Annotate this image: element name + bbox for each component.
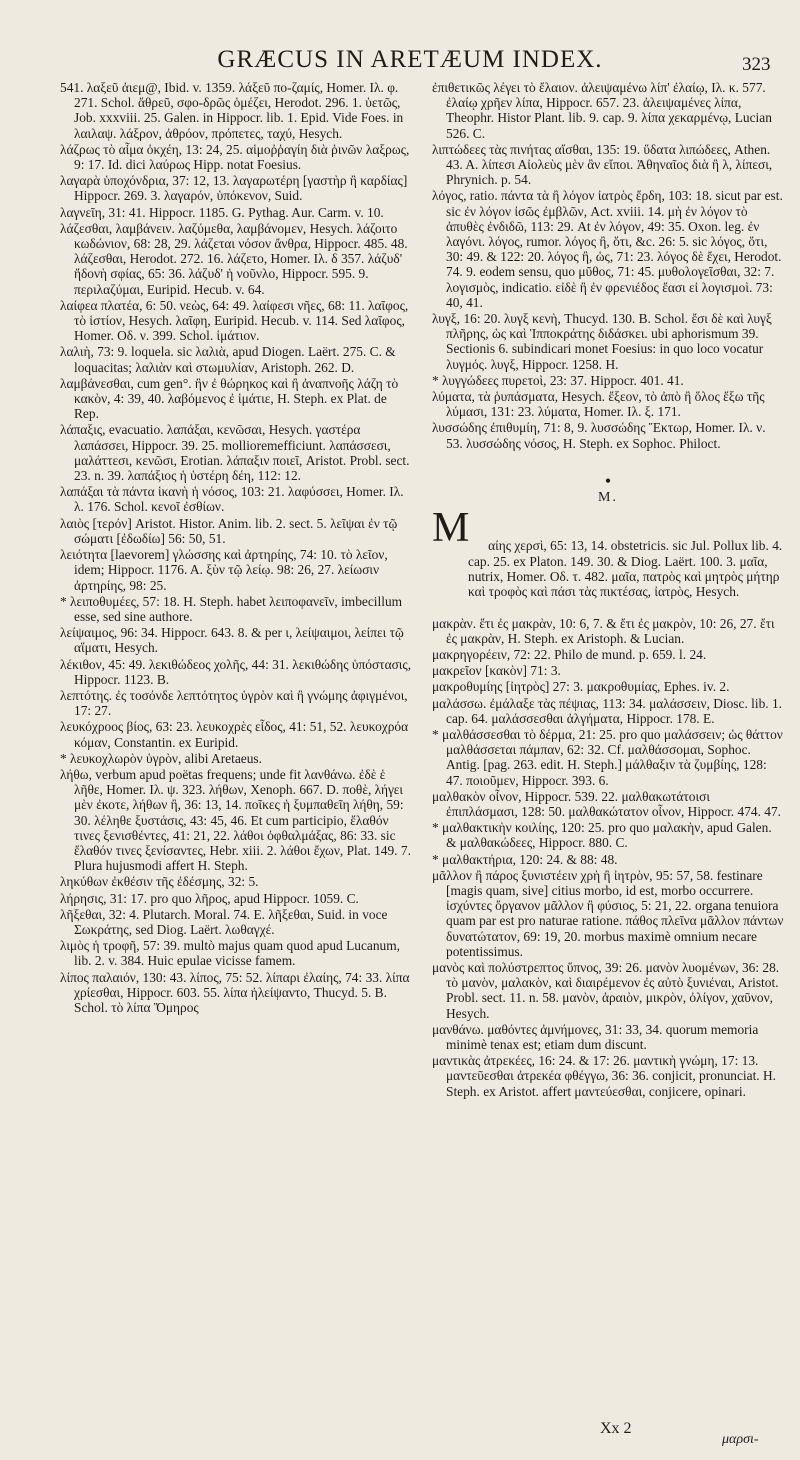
signature-mark: Xx 2: [600, 1420, 632, 1437]
page-footer: [432, 1420, 784, 1460]
page-number: 323: [742, 54, 771, 75]
index-entry: λάζρως τὸ αἷμα ὀκχέη, 13: 24, 25. αἱμοῤῥαγίη διὰ ῥινῶν λαξρως, 9: 17. Id. dici λαύρως Hipp. notat Foesius.: [60, 141, 413, 173]
index-entry: μακρὰν. ἔτι ἐς μακρὰν, 10: 6, 7. & ἔτι ἐς μακρὸν, 10: 26, 27. ἔτι ἐς μακρὰν, H. Steph. ex Aristoph. & Lucian.: [432, 615, 778, 646]
m-section-entries: [432, 615, 787, 1099]
index-entry: ληκύθων ἐκθέσιν τῆς ἐδέσμης, 32: 5.: [60, 874, 259, 890]
index-entry: λαγνεῖη, 31: 41. Hippocr. 1185. G. Pythag. Aur. Carm. v. 10.: [60, 204, 384, 220]
index-entry: λίπος παλαιόν, 130: 43. λίπος, 75: 52. λίπαρι ἐλαίης, 74: 33. λίπα χρίεσθαι, Hippocr. 603. 55. λίπα ἠλείψαντο, Thucyd. 5. B. Schol. τὸ λίπα Ὅμηρος: [60, 969, 413, 1015]
index-entry: μαλάσσω. ἐμάλαξε τὰς πέψιας, 113: 34. μαλάσσειν, Diosc. lib. 1. cap. 64. μαλάσσεσθαι ἀλγήματα, Hippocr. 178. E.: [432, 695, 786, 726]
section-letter: M.: [598, 489, 618, 505]
index-entry: * μαλθάσσεσθαι τὸ δέρμα, 21: 25. pro quo μαλάσσειν; ὡς θάττον μαλθάσσεται πάμπαν, 62: 32. Cf. μαλθάσσομαι, Sophoc. Antig. [pag. 263. edit. H. Steph.] μάλθαξιν τὰ ζυμβίης, 128: 47. ποιοῦμεν, Hippocr. 393. 6.: [432, 726, 787, 788]
index-entry: μανὸς καὶ πολύστρεπτος ὕπνος, 39: 26. μανὸν λυομένων, 36: 28. τὸ μανὸν, μαλακὸν, καὶ διαιρέμενον ἐς αὐτὸ ξυνιέναι, Aristot. Probl. sect. 11. n. 58. μανὸν, ἀραιὸν, μικρὸν, ὀλίγον, χαῦνον, Hesych.: [432, 959, 783, 1021]
index-entry: λεπτότης. ἐς τοσόνδε λεπτότητος ὑγρὸν καὶ ἢ γνώμης ἀφιγμένοι, 17: 27.: [60, 687, 412, 719]
index-entry: λευκόχροος βίος, 63: 23. λευκοχρὲς εἶδος, 41: 51, 52. λευκοχρόα κόμαν, Constantin. ex Euripid.: [60, 719, 412, 750]
index-entry: * λευκοχλωρὸν ὑγρὸν, alibi Aretaeus.: [60, 750, 262, 766]
index-entry: μαλθακὸν οἶνον, Hippocr. 539. 22. μαλθακωτάτοισι ἐπιπλάσμασι, 128: 50. μαλθακώτατον οἶνον, Hippocr. 474. 47.: [432, 788, 782, 819]
index-entry: λαίφεα πλατέα, 6: 50. νεὼς, 64: 49. λαίφεσι νῆες, 68: 11. λαῖφος, τὸ ἱστίον, Hesych. λαῖφη, Euripid. Hecub. v. 114. Sed λαῖφος, Homer. Οδ. ν. 399. Schol. ἱμάτιον.: [60, 297, 412, 344]
dropcap-entry: [432, 505, 786, 614]
catchword: μαρσι-: [722, 1432, 759, 1447]
index-entry: λήρησις, 31: 17. pro quo λῆρος, apud Hippocr. 1059. C.: [60, 890, 359, 906]
section-spacer: [432, 452, 784, 466]
index-entry: λυσσώδης ἐπιθυμίη, 71: 8, 9. λυσσώδης Ἕκτωρ, Homer. Ιλ. ν. 53. λυσσώδης νόσος, H. Steph. ex Sophoc. Philoct.: [432, 420, 769, 451]
index-entry: * λυγγώδεες πυρετοὶ, 23: 37. Hippocr. 401. 41.: [432, 372, 684, 388]
index-entry: * μαλθακτικὴν κοιλίης, 120: 25. pro quo μαλακὴν, apud Galen. & μαλθακώδεες, Hippocr. 880. C.: [432, 820, 776, 851]
drop-cap: M: [432, 505, 470, 552]
index-entry: λιμὸς ἡ τροφῆ, 57: 39. multò majus quam quod apud Lucanum, lib. 2. v. 384. Huic epulae vicisse famem.: [60, 938, 404, 969]
index-entry: λιπτώδεες τὰς πινήτας αἴσθαι, 135: 19. ὕδατα λιπώδεες, Athen. 43. A. λίπεσι Αἰολεὺς μὲν ἂν εἴποι. Ἀθηναῖος διὰ ἢ λ, λίπεσι, Phrynich. p. 54.: [432, 141, 776, 188]
dropcap-text: αίης χερσὶ, 65: 13, 14. obstetricis. sic Jul. Pollux lib. 4. cap. 25. ex Platon. 149. 30. & Diog. Laërt. 100. 3. μαῖα, nutrix, Homer. Οδ. τ. 482. μαῖα, πατρὸς καὶ μητρὸς μήτηρ καὶ τροφὸς καὶ πάσι τὰς πικτέσας, ἰατρὸς, Hesych.: [468, 538, 786, 600]
index-entry: λύματα, τὰ ῥυπάσματα, Hesych. ἔξεον, τὸ ἀπὸ ἢ ὅλος ἔξω τῆς λύμασι, 131: 23. λύματα, Homer. Ιλ. ξ. 171.: [432, 389, 768, 420]
index-entry: μακρηγορέειν, 72: 22. Philo de mund. p. 659. l. 24.: [432, 646, 707, 662]
index-entry: λαμβάνεσθαι, cum gen°. ἢν ἐ θώρηκος καὶ ἢ ἀναπνοῆς λάζη τὸ κακὸν, 4: 39, 40. λαβόμενος ἐ ἱμάτιε, H. Steph. ex Plat. de Rep.: [60, 375, 402, 422]
running-title: GRÆCUS IN ARETÆUM INDEX.: [217, 46, 603, 73]
index-entry: ἐπιθετικῶς λέγει τὸ ἔλαιον. ἀλειψαμένω λίπ' ἐλαίῳ, Ιλ. κ. 577. ἐλαίῳ χρῆεν λίπα, Hippocr. 657. 23. ἀλειψαμένες λίπα, Theophr. Histor Plant. lib. 9. cap. 9. λίπα χεκαρμένῳ, Lucian 526. C.: [432, 80, 776, 141]
index-entry: λειότητα [laevorem] γλώσσης καὶ ἀρτηρίης, 74: 10. τὸ λεῖον, idem; Hippocr. 1176. A. ξὺν τῷ λείῳ. 98: 26, 27. λείωσιν ἀρτηρίης, 98: 25.: [60, 547, 392, 593]
index-entry: λάπαξις, evacuatio. λαπάξαι, κενῶσαι, Hesych. γαστέρα λαπάσσει, Hippocr. 39. 25. mollioremefficiunt. λαπάσσεσι, μαλάττεσι, κενῶσι, Erotian. λάπαξιν ποιεῖ, Aristot. Probl. sect. 23. n. 39. λαπάξιος ἡ ὑστέρη δέη, 112: 12.: [60, 422, 413, 484]
index-entry: λήθω, verbum apud poëtas frequens; unde fit λανθάνω. ἐδὲ ἑ λῆθε, Homer. Ιλ. ψ. 323. λήθων, Xenoph. 667. D. ποθὲ, λήγει μὲν ἐκοτε, λήθων ἢ, 36: 13, 14. ποῖκες ἡ ξυμπαθεῖη λήθη, 59: 30. λέληθε ξυστάσις, 43: 45, 46. Et cum participio, ἔλαθόν τινες ξενισθέντες, 41: 21, 22. λάθοι ὀφθαλμάξας, 86: 33. sic ἔλαθόν τινες ξενίσαντες, Hebr. xiii. 2. λάθοι ἔχων, Plat. 149. 7. Plura hujusmodi affert H. Steph.: [60, 766, 415, 874]
index-entry: * λειποθυμέες, 57: 18. H. Steph. habet λειποφανεῖν, imbecillum esse, sed sine authore.: [60, 593, 406, 624]
index-entry: λαιὸς [τερόν] Aristot. Histor. Anim. lib. 2. sect. 5. λεῖψαι ἐν τῷ σώματι [ἐδωδίω] 56: 50, 51.: [60, 515, 401, 546]
left-column: [60, 80, 415, 1016]
index-entry: λάζεσθαι, λαμβάνειν. λαζύμεθα, λαμβάνομεν, Hesych. λάζοιτο κωδώνιον, 68: 28, 29. λάζεται νόσον ἄνθρα, Hippocr. 485. 48. λάζεσθαι, Herodot. 272. 16. λάζετο, Homer. Ιλ. δ 357. λάζυδ' ἥδονὴ σφίας, 65: 36. λάζυδ' ἡ νοῦνλο, Hippocr. 595. 9. περιλαζύμαι, Euripid. Hecub. v. 64.: [60, 220, 411, 297]
index-entry: μακρεῖον [κακὸν] 71: 3.: [432, 663, 561, 679]
index-entry: λέκιθον, 45: 49. λεκιθώδεος χολῆς, 44: 31. λεκιθώδης ὑπόστασις, Hippocr. 1123. B.: [60, 656, 415, 687]
index-entry: μαντικὰς ἀτρεκέες, 16: 24. & 17: 26. μαντικὴ γνώμη, 17: 13. μαντεῦεσθαι ἀτρεκέα φθέγγω, 36: 36. conjicit, pronunciat. H. Steph. ex Aristot. affert μαντεύεσθαι, conjicere, opinari.: [432, 1053, 780, 1099]
index-entry: * μαλθακτήρια, 120: 24. & 88: 48.: [432, 851, 618, 867]
index-entry: λαπάξαι τὰ πάντα ἱκανὴ ἡ νόσος, 103: 21. λαφύσσει, Homer. Ιλ. λ. 176. Schol. κενοῖ ἐσθίων.: [60, 484, 407, 515]
index-entry: μανθάνω. μαθόντες ἀμνήμονες, 31: 33, 34. quorum memoria minimè tenax est; etiam dum discunt.: [432, 1021, 762, 1052]
index-entry: μᾶλλον ἢ πάρος ξυνιστέειν χρὴ ἢ ἰητρὸν, 95: 57, 58. festinare [magis quam, sive] citius morbo, id est, morbo occurrere. ἰσχύντες ὄργανον μᾶλλον ἢ φύσιος, 5: 21, 22. organa tenuiora quam par est pro naturae ratione. πάθος πλεῖνα μᾶλλον πάντων δυνατώτατον, 69: 19, 20. morbus maximè omnium necare potentissimus.: [432, 867, 787, 959]
right-entries: [432, 80, 787, 451]
index-entry: λείψαιμος, 96: 34. Hippocr. 643. 8. & per ι, λείψαιμοι, λείπει τῷ αἵματι, Hesych.: [60, 625, 408, 656]
index-entry: λυγξ, 16: 20. λυγξ κενὴ, Thucyd. 130. B. Schol. ἔσι δὲ καὶ λυγξ πλῆρης, ὡς καὶ Ἱπποκράτης διδάσκει. ubi aphorismum 39. Sectionis 6. subindicari monet Foesius: in quo loco vocatur λυγμός. λυγξ, Hippocr. 1258. H.: [432, 311, 776, 372]
index-entry: λαγαρὰ ὑποχόνδρια, 37: 12, 13. λαγαρωτέρη [γαστὴρ ἢ καρδίας] Hippocr. 269. 3. λαγαρόν, ὑπόκενον, Suid.: [60, 173, 411, 204]
section-dot: •: [604, 470, 612, 491]
index-entry: μακροθυμίης [ἰητρὸς] 27: 3. μακροθυμίας, Ephes. iv. 2.: [432, 679, 730, 695]
index-entry: λόγος, ratio. πάντα τὰ ἢ λόγον ἰατρὸς ἔρδη, 103: 18. sicut par est. sic ἐν λόγον ἰσῶς ἐμβλῶν, Act. xviii. 14. μὴ ἐν λόγον τὸ ἀπυθὲς ἐνδιδῶ, 113: 29. At ἐν λόγον, 49: 35. Oxon. leg. ἐν λαγόνι. λόγος, rumor. λόγος ἢ, ὅτι, &c. 26: 5. sic λόγος, ὅτι, 30: 49. & 122: 20. λόγος ἢ, ὡς, 71: 23. λόγος δὲ ἔχει, Herodot. 74. 9. eodem sensu, quo μῦθος, 71: 45. μυθολογεῖσθαι, 32: 7. λογισμὸς, indicatio. εἰδὲ ἢ ἐν φρενιέδος ἔασι εἰ λογισμοὶ. 73: 40, 41.: [432, 188, 787, 310]
right-column: [432, 80, 787, 1100]
index-entry: λαλιὴ, 73: 9. loquela. sic λαλιὰ, apud Diogen. Laërt. 275. C. & loquacitas; λαλιὰν καὶ στωμυλίαν, Aristoph. 262. D.: [60, 344, 400, 375]
index-entry: 541. λαξεῦ ἀιεμ@, Ibid. v. 1359. λάξεῦ πο-ζαμίς, Homer. Ιλ. φ. 271. Schol. ἄθρεῦ, σφο-δρῶς ὁμέζει, Herodot. 296. 1. ὑετῶς, Job. xxxviii. 25. Galen. in Hippocr. lib. 1. Epid. Vide Foes. in λαιλαψ. λάξρον, ἀθρόον, πρόπετες, ταχύ, Hesych.: [60, 80, 407, 141]
index-entry: λῆξεθαι, 32: 4. Plutarch. Moral. 74. E. λῆξεθαι, Suid. in voce Σωκράτης, sed Diog. Laërt. λωθαγχέ.: [60, 906, 391, 937]
